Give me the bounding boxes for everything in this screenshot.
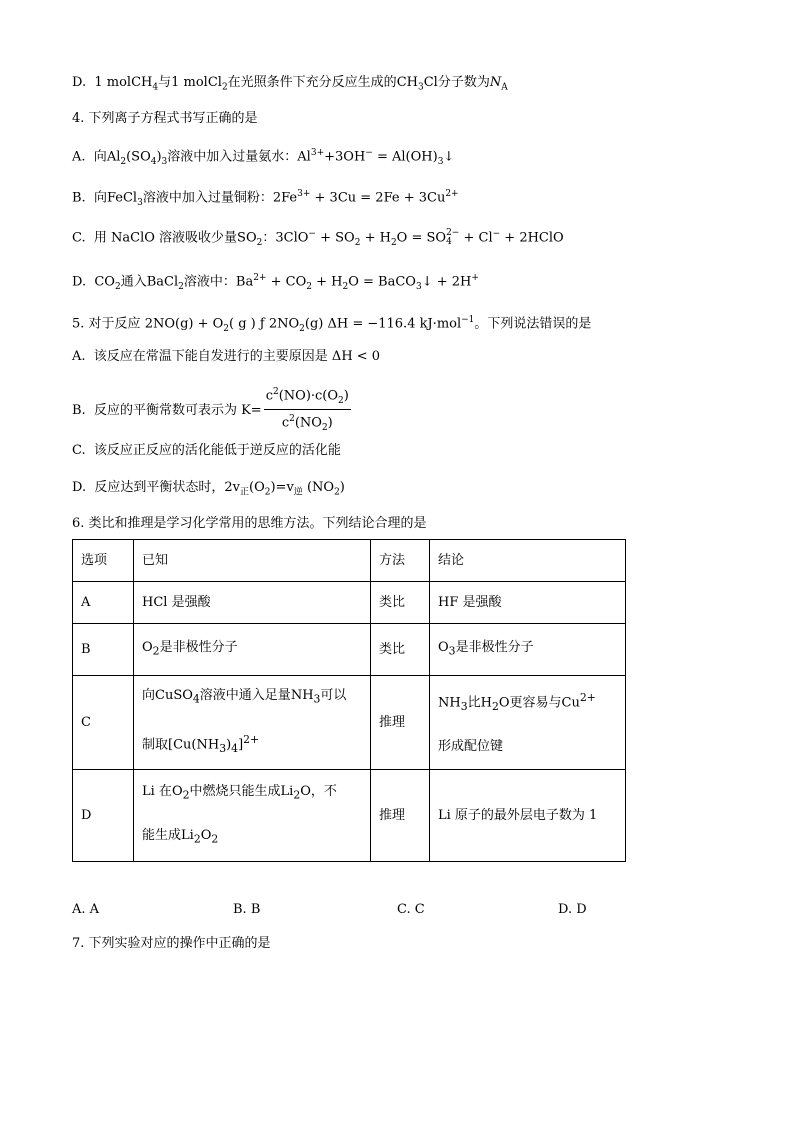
q5-option-b [72, 384, 351, 437]
text: 2Fe [272, 190, 298, 206]
sub: 2 [338, 395, 344, 406]
text: +3OH [324, 149, 366, 165]
sup: 2+ [445, 189, 459, 199]
table-cell: A [73, 582, 134, 624]
header-cell: 选项 [73, 540, 134, 582]
answer-option-b[interactable]: B. B [233, 902, 261, 917]
sub: 2 [299, 323, 305, 334]
q4-option-d [72, 268, 479, 297]
sub: 4 [192, 692, 200, 706]
sub: 2 [178, 281, 184, 292]
text: 在光照条件下充分反应生成的 [227, 75, 397, 90]
text: + 3Cu = 2Fe + 3Cu [310, 190, 446, 206]
text: ] [238, 737, 244, 753]
text: ) [226, 737, 232, 753]
text: 反应达到平衡状态时， [94, 480, 225, 495]
sub: 3 [161, 156, 168, 167]
text: Al [297, 149, 311, 165]
text: 溶液中加入过量铜粉： [142, 190, 273, 206]
option-label: A. [72, 149, 86, 165]
text: (NO)·c(O [278, 388, 339, 404]
sub: 2 [306, 281, 312, 292]
sub: 2 [193, 832, 201, 846]
text: Cu [561, 695, 580, 711]
table-cell: 推理 [371, 770, 430, 862]
answer-option-c[interactable]: C. C [397, 902, 425, 917]
text: 可以 [320, 688, 347, 704]
text: (O [249, 480, 265, 495]
sup: 2+ [243, 732, 260, 746]
table-cell: HCl 是强酸 [134, 582, 371, 624]
text: 溶液中： [183, 274, 236, 290]
sup: − [365, 148, 373, 158]
text: 更容易与 [509, 695, 562, 711]
text: 分子数为 [437, 75, 490, 90]
text: FeCl [106, 190, 138, 206]
option-label: B. [72, 402, 86, 418]
sub: A [501, 82, 508, 93]
text: (g) ΔH = −116.4 kJ·mol [304, 316, 462, 332]
q6-stem: 6. 类比和推理是学习化学常用的思维方法。下列结论合理的是 [72, 516, 427, 531]
text: BaCl [146, 274, 179, 290]
table-cell: D [73, 770, 134, 862]
text: ) [327, 415, 333, 431]
sup: + [471, 273, 479, 283]
sup: 3+ [297, 189, 311, 199]
text: 1 molCl [171, 75, 222, 90]
text: SO [237, 230, 257, 246]
sub: 2 [152, 644, 160, 658]
text: ( g ) ƒ 2NO [229, 316, 300, 332]
table-cell [430, 624, 626, 676]
answer-option-d[interactable]: D. D [558, 902, 587, 917]
table-cell: 类比 [371, 624, 430, 676]
sup: 3+ [310, 148, 325, 158]
sub: 3 [313, 692, 321, 706]
sub: 3 [417, 82, 424, 93]
denominator [264, 410, 351, 437]
sub: 2 [334, 487, 340, 498]
sub: 3 [415, 281, 422, 292]
text: O [438, 639, 449, 655]
sup: − [308, 229, 316, 239]
q7-stem: 7. 下列实验对应的操作中正确的是 [72, 936, 271, 951]
header-cell: 方法 [371, 540, 430, 582]
text: O = SO [396, 230, 447, 246]
text: 溶液中加入过量氨水： [167, 149, 298, 165]
text: 溶液中通入足量 [199, 688, 291, 704]
numerator [264, 384, 351, 410]
text: 1 molCH [94, 75, 153, 90]
text: ) [156, 149, 162, 165]
q3-option-d [72, 73, 508, 98]
text: 形成配位键 [438, 738, 504, 754]
q6-table [72, 539, 626, 862]
text: 2NO(g) + O [144, 316, 224, 332]
option-label: D. [72, 274, 87, 290]
sup: 2− [446, 227, 460, 238]
text: 通入 [120, 274, 147, 290]
text: [Cu(NH [168, 737, 220, 753]
table-cell: HF 是强酸 [430, 582, 626, 624]
sub: 2 [211, 832, 219, 846]
sub: 4 [150, 156, 157, 167]
sup: 2+ [253, 273, 267, 283]
table-cell [134, 676, 371, 770]
q5-option-c [72, 441, 341, 461]
sub: 2 [354, 237, 361, 248]
sub: 2 [264, 487, 271, 498]
text: ) [343, 388, 349, 404]
text: 用 NaClO 溶液吸收少量 [93, 230, 238, 246]
sup: 2+ [579, 691, 596, 705]
sub: 3 [137, 197, 143, 208]
text: + 2HClO [500, 230, 564, 246]
text: Al [106, 149, 121, 165]
text: NH [438, 695, 461, 711]
q5-option-a [72, 347, 380, 367]
text: 制取 [142, 737, 169, 753]
text: ： [262, 230, 276, 246]
sub: 2 [293, 788, 301, 802]
table-row [73, 582, 626, 624]
option-label: D. [72, 75, 87, 90]
sub: 正 [240, 487, 250, 498]
text: N [489, 75, 502, 90]
text: 向 [93, 190, 107, 206]
text: NH [290, 688, 314, 704]
q4-option-a [72, 143, 454, 172]
text: ↓ [443, 149, 455, 165]
sub: 逆 [293, 487, 303, 498]
text: + Cl [459, 230, 493, 246]
text: 3ClO [275, 230, 309, 246]
sub: 2 [182, 788, 190, 802]
table-cell [134, 624, 371, 676]
text: 比 [467, 695, 481, 711]
option-label: C. [72, 230, 86, 246]
text: CH [396, 75, 418, 90]
table-row [73, 676, 626, 770]
text: (SO [126, 149, 151, 165]
sub: 2 [342, 281, 349, 292]
text: + SO [315, 230, 355, 246]
text: 5. 对于反应 [72, 316, 141, 332]
sub: 4 [231, 741, 239, 755]
sub: 3 [448, 644, 456, 658]
table-cell: 推理 [371, 676, 430, 770]
text: )=v [270, 480, 294, 495]
text: 中燃烧只能生成 [189, 783, 281, 799]
sub: 2 [491, 699, 499, 713]
text: O [498, 695, 510, 711]
text: Li 在 [142, 783, 172, 799]
text: (NO [302, 480, 335, 495]
option-label: A. [72, 349, 86, 364]
sub: 4 [446, 236, 452, 247]
text: 反应的平衡常数可表示为 K= [93, 402, 262, 418]
text: 与 [158, 75, 172, 90]
text: 该反应正反应的活化能低于逆反应的活化能 [93, 443, 341, 458]
text: ↓ + 2H [421, 274, 472, 290]
text: c [281, 415, 290, 431]
text: O = BaCO [348, 274, 416, 290]
text: 向 [93, 149, 107, 165]
sub: 2 [114, 281, 121, 292]
text: Cl [423, 75, 438, 90]
text: = Al(OH) [372, 149, 438, 165]
q4-option-b [72, 184, 459, 213]
q5-option-d [72, 478, 345, 503]
text: + H [360, 230, 391, 246]
sub: 4 [152, 82, 159, 93]
q4-stem: 4. 下列离子方程式书写正确的是 [72, 111, 258, 126]
text: ) [339, 480, 345, 495]
header-cell: 结论 [430, 540, 626, 582]
text: 是非极性分子 [159, 639, 238, 655]
text: 是非极性分子 [455, 639, 534, 655]
sub: 2 [321, 422, 328, 433]
sup: −1 [461, 315, 475, 325]
text: O [300, 783, 311, 799]
sub: 2 [390, 237, 397, 248]
table-row [73, 770, 626, 862]
option-label: D. [72, 480, 87, 495]
sup: 2 [272, 387, 279, 397]
text: 向 [142, 688, 156, 704]
text: H [480, 695, 492, 711]
sub: 3 [437, 156, 444, 167]
sub: 3 [219, 741, 227, 755]
text: c [265, 388, 273, 404]
text: 能生成 [142, 827, 182, 843]
sub: 2 [256, 237, 263, 248]
table-header-row [73, 540, 626, 582]
text: 。下列说法错误的是 [474, 316, 592, 332]
text: (NO [294, 415, 322, 431]
text: Ba [235, 274, 254, 290]
text: CuSO [155, 688, 193, 704]
table-cell [430, 676, 626, 770]
option-label: B. [72, 190, 86, 206]
table-cell: B [73, 624, 134, 676]
sub: 3 [460, 699, 468, 713]
sub: 2 [221, 82, 228, 93]
answer-option-a[interactable]: A. A [72, 902, 100, 917]
text: O [200, 827, 212, 843]
sup: − [492, 229, 501, 239]
table-row [73, 624, 626, 676]
text: Li [280, 783, 294, 799]
sub: 2 [223, 323, 230, 334]
text: CO [94, 274, 115, 290]
header-cell: 已知 [134, 540, 371, 582]
q4-option-c [72, 224, 564, 253]
text: ，不 [310, 783, 337, 799]
option-label: C. [72, 443, 86, 458]
q5-stem [72, 310, 591, 339]
equilibrium-fraction [264, 384, 351, 437]
table-cell [134, 770, 371, 862]
text: O [171, 783, 183, 799]
text: 该反应在常温下能自发进行的主要原因是 ΔH < 0 [93, 349, 381, 364]
text: 2v [224, 480, 240, 495]
table-cell: Li 原子的最外层电子数为 1 [430, 770, 626, 862]
sub: 2 [120, 156, 127, 167]
sup: 2 [289, 413, 295, 424]
text: + CO [266, 274, 307, 290]
text: Li [181, 827, 194, 843]
table-cell: C [73, 676, 134, 770]
table-cell: 类比 [371, 582, 430, 624]
text: O [142, 639, 153, 655]
text: + H [311, 274, 343, 290]
